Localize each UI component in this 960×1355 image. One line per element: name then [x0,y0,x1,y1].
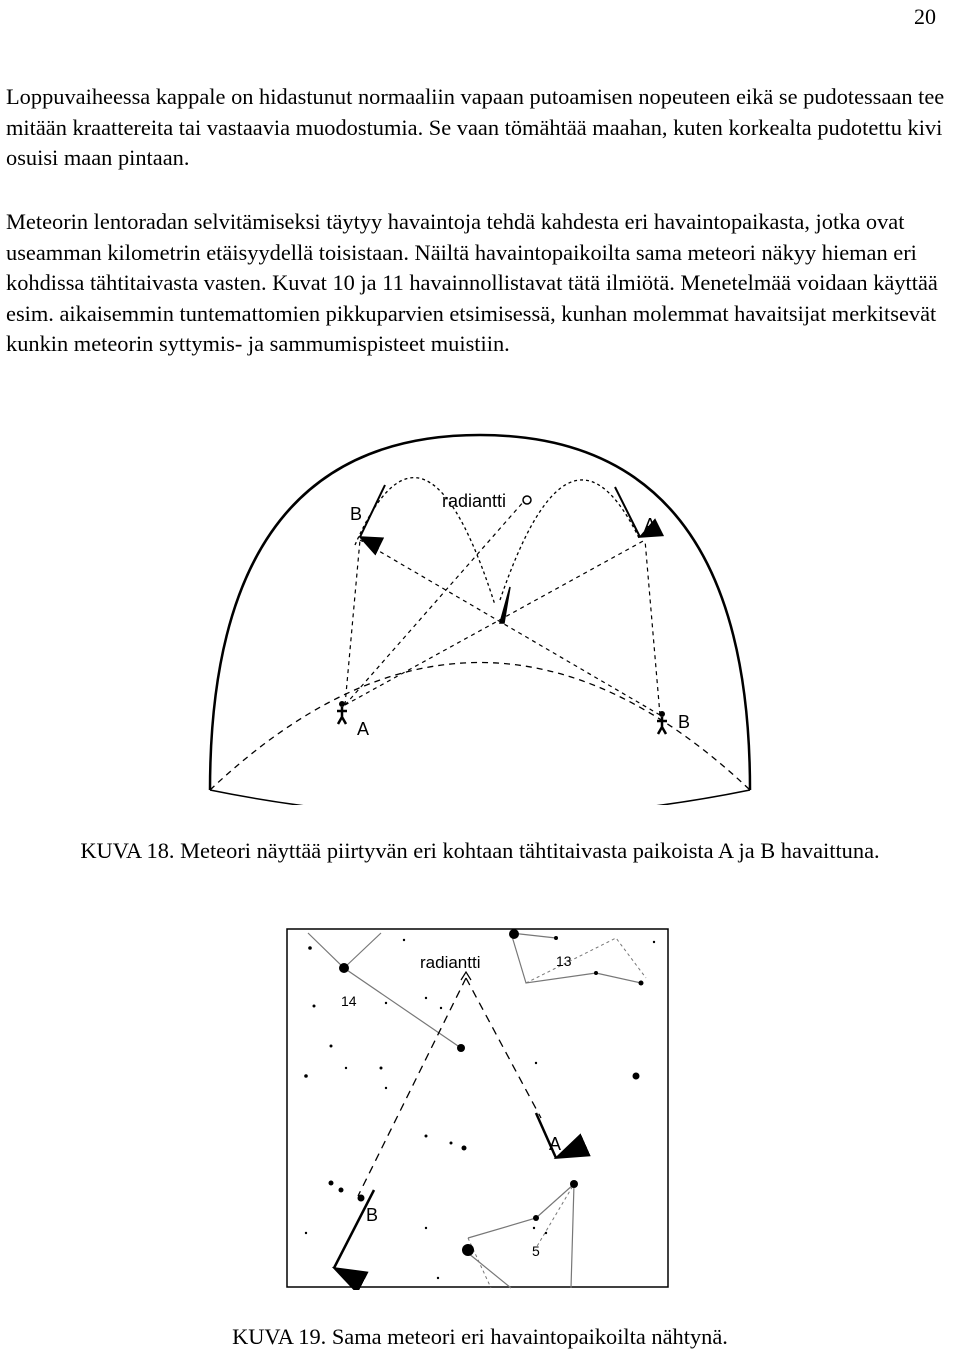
meteor-arc-right [500,480,640,600]
dome-outline [210,435,750,790]
label-sky-b: B [350,504,363,524]
label-observer-b: B [678,712,691,732]
label-sky-a: A [644,515,657,535]
sightline-a-to-sky [345,540,645,705]
paragraph-1: Loppuvaiheessa kappale on hidastunut normaaliin vapaan putoamisen nopeuteen eikä se pudotessaan tee mitään kraattereita tai vastaavia muodostumia. Se vaan tömähtää maahan, kuten korkealta pudotettu kivi osuisi maan pintaan. [6,84,945,170]
sightline-b-to-sky [645,540,660,715]
meteor-streak [500,587,510,623]
figure-18-caption: KUVA 18. Meteori näyttää piirtyvän eri kohtaan tähtitaivasta paikoista A ja B havaittuna. [80,838,880,863]
label-14: 14 [341,993,357,1009]
sightline-a-to-b [345,540,360,705]
radiant-point [523,496,531,504]
label-meteor-b: B [366,1205,379,1225]
label-meteor-a: A [549,1134,562,1154]
label-radiant: radiantti [442,491,507,511]
label-13: 13 [556,953,572,969]
label-5: 5 [532,1243,540,1259]
sightline-b-to-a [360,540,660,715]
figure-19-caption: KUVA 19. Sama meteori eri havaintopaikoilta nähtynä. [232,1324,728,1349]
figure-19-star-map [286,928,671,1290]
horizon-front [210,790,750,805]
figure-18-dome-diagram [200,425,760,805]
label-observer-a: A [357,719,370,739]
meteor-arrow-b [360,485,385,537]
label-radiant: radiantti [420,953,481,972]
page-number: 20 [914,4,936,29]
sightline-a-radiant [345,500,525,705]
paragraph-2: Meteorin lentoradan selvitämiseksi täytyy havaintoja tehdä kahdesta eri havaintopaikasta, jotka ovat useamman kilometrin etäisyydellä toisistaan. Näiltä havaintopaikoilta sama meteori näkyy hieman eri kohdissa tähtitaivasta vasten. Kuvat 10 ja 11 havainnollistavat tätä ilmiötä. Menetelmää voidaan käyttää esim. aikaisemmin tuntemattomien pikkuparvien etsimisessä, kunhan molemmat havaitsijat merkitsevät kunkin meteorin syttymis- ja sammumispisteet muistiin. [6,209,938,356]
horizon-back [210,663,750,791]
map-frame [287,929,668,1287]
meteor-arrow-a [615,487,640,537]
